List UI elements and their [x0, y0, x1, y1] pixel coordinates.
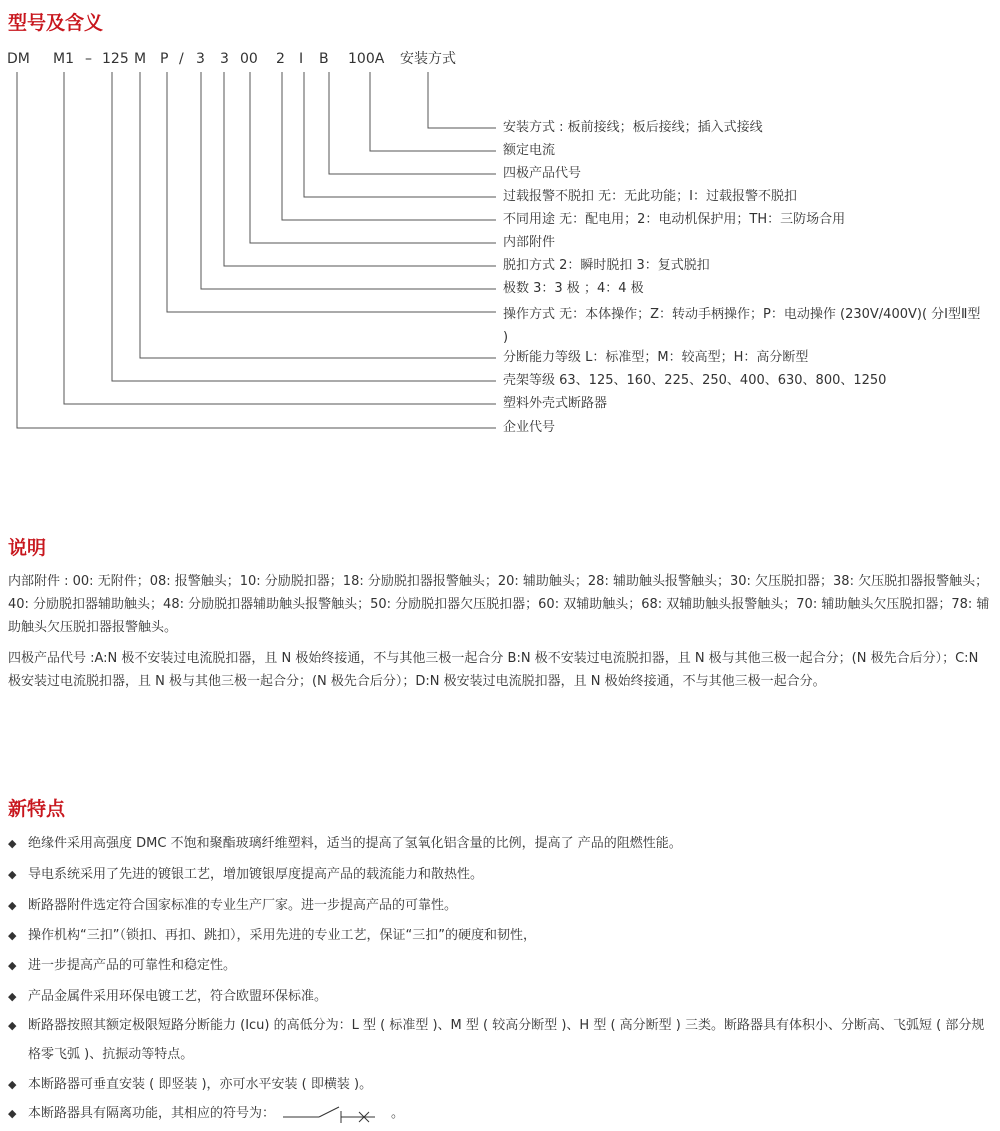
connector-line	[304, 72, 496, 197]
bullet-icon: ◆	[8, 868, 17, 881]
feature-item	[8, 1011, 994, 1069]
code-segment: M	[134, 51, 147, 67]
bullet-icon: ◆	[8, 1078, 17, 1091]
code-description: 脱扣方式 2：瞬时脱扣 3：复式脱扣	[503, 258, 710, 273]
feature-text: 本断路器具有隔离功能，其相应的符号为：	[28, 1106, 276, 1121]
code-segment: 00	[240, 51, 258, 67]
code-segment: DM	[7, 51, 30, 67]
code-segment: P	[160, 51, 169, 67]
connector-line	[64, 72, 496, 404]
code-segment: M1	[53, 51, 74, 67]
connector-line	[250, 72, 496, 243]
feature-item	[8, 983, 994, 1011]
code-segment: 100A	[348, 51, 385, 67]
code-description: 不同用途 无：配电用；2：电动机保护用；TH：三防场合用	[503, 212, 846, 227]
code-segment: /	[179, 51, 184, 67]
connector-line	[329, 72, 496, 174]
bullet-icon: ◆	[8, 1107, 17, 1120]
feature-item	[8, 922, 994, 950]
feature-text: 产品金属件采用环保电镀工艺，符合欧盟环保标准。	[28, 989, 328, 1004]
notes-paragraph: 内部附件 : 00: 无附件；08: 报警触头；10: 分励脱扣器；18: 分励脱扣器报警触头；20: 辅助触头；28: 辅助触头报警触头；30: 欠压脱扣器；38: 欠压脱扣器报警触头；40: 分励脱扣器辅助触头；48: 分励脱扣器辅助触头报警触头；50: 分励脱扣器欠压脱扣器；60: 双辅助触头；68: 双辅助触头报警触头；70: 辅助触头欠压脱扣器；78: 辅助触头欠压脱扣器报警触头。	[8, 574, 990, 635]
bullet-icon: ◆	[8, 929, 17, 942]
feature-text: 进一步提高产品的可靠性和稳定性。	[28, 958, 237, 973]
feature-item	[8, 952, 994, 980]
code-segment: B	[319, 51, 329, 67]
code-description: 四极产品代号	[503, 166, 582, 181]
code-segment: I	[299, 51, 304, 67]
feature-item	[8, 830, 994, 858]
code-description: 企业代号	[503, 420, 556, 435]
connector-line	[201, 72, 496, 289]
feature-text: 本断路器可垂直安装 ( 即竖装 )，亦可水平安装 ( 即横装 )。	[28, 1077, 373, 1092]
code-description: 极数 3：3 极 ；4：4 极	[503, 281, 644, 296]
feature-text: 断路器按照其额定极限短路分断能力 (Icu) 的高低分为：L 型 ( 标准型 )、M 型 ( 较高分断型 )、H 型 ( 高分断型 ) 三类。断路器具有体积小、分断高、飞弧短 ( 部分规格零飞弧 )、抗振动等特点。	[28, 1018, 985, 1062]
section-title-features: 新特点	[8, 798, 66, 820]
code-segment: 2	[276, 51, 285, 67]
code-description: 额定电流	[503, 143, 556, 158]
code-description: 操作方式 无：本体操作；Z：转动手柄操作；P：电动操作 (230V/400V)( 分Ⅰ型Ⅱ型 )	[503, 307, 981, 345]
feature-item	[8, 1100, 994, 1128]
isolator-symbol-icon	[281, 1105, 381, 1123]
code-description: 分断能力等级 L：标准型；M：较高型；H：高分断型	[503, 350, 809, 365]
feature-item	[8, 892, 994, 920]
feature-item	[8, 1071, 994, 1099]
connector-line	[167, 72, 496, 312]
section-title-model: 型号及含义	[8, 12, 104, 34]
connector-line	[224, 72, 496, 266]
code-description: 壳架等级 63、125、160、225、250、400、630、800、1250	[503, 373, 887, 388]
code-description: 过载报警不脱扣 无：无此功能；Ⅰ：过载报警不脱扣	[503, 189, 797, 204]
code-segment: 3	[196, 51, 205, 67]
section-title-notes: 说明	[8, 537, 47, 559]
feature-text: 导电系统采用了先进的镀银工艺，增加镀银厚度提高产品的载流能力和散热性。	[28, 867, 484, 882]
code-description: 塑料外壳式断路器	[503, 396, 608, 411]
bullet-icon: ◆	[8, 1019, 17, 1032]
connector-line	[282, 72, 496, 220]
feature-text: 绝缘件采用高强度 DMC 不饱和聚酯玻璃纤维塑料，适当的提高了氢氧化铝含量的比例，提高了 产品的阻燃性能。	[28, 836, 682, 851]
bullet-icon: ◆	[8, 959, 17, 972]
connector-line	[140, 72, 496, 358]
connector-line	[428, 72, 496, 128]
bullet-icon: ◆	[8, 990, 17, 1003]
feature-text: 操作机构“三扣”（锁扣、再扣、跳扣），采用先进的专业工艺，保证“三扣”的硬度和韧性，	[28, 928, 536, 943]
feature-text: 断路器附件选定符合国家标准的专业生产厂家。进一步提高产品的可靠性。	[28, 898, 458, 913]
code-segment: 125	[102, 51, 129, 67]
notes-paragraph: 四极产品代号 :A:N 极不安装过电流脱扣器，且 N 极始终接通，不与其他三极一起合分 B:N 极不安装过电流脱扣器，且 N 极与其他三极一起合分；(N 极先合后分）；C:N 极安装过电流脱扣器，且 N 极与其他三极一起合分；(N 极先合后分）；D:N 极安装过电流脱扣器，且 N 极始终接通，不与其他三极一起合分。	[8, 651, 979, 689]
code-description: 内部附件	[503, 235, 556, 250]
feature-item	[8, 861, 994, 889]
connector-line	[370, 72, 496, 151]
code-segment: 安装方式	[400, 51, 456, 67]
bullet-icon: ◆	[8, 899, 17, 912]
code-segment: –	[85, 51, 92, 67]
connector-line	[17, 72, 496, 428]
bullet-icon: ◆	[8, 837, 17, 850]
code-description: 安装方式 : 板前接线；板后接线；插入式接线	[503, 120, 763, 135]
feature-tail: 。	[391, 1106, 405, 1121]
code-segment: 3	[220, 51, 229, 67]
